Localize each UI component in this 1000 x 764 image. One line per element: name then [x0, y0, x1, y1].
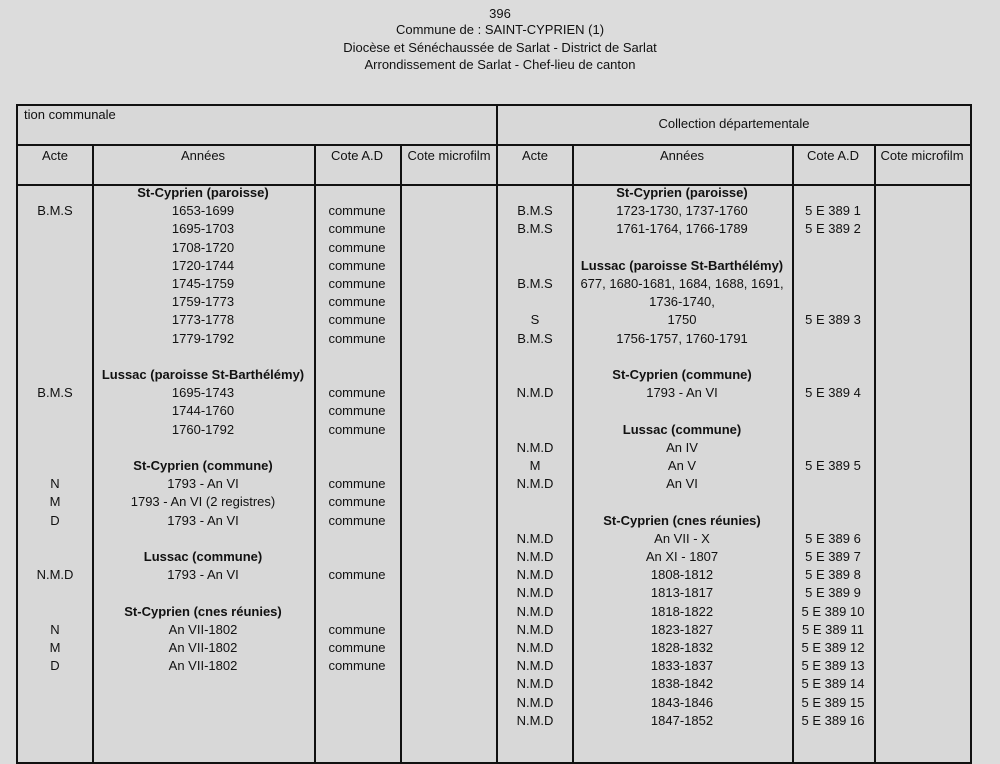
row-cote-ad: 5 E 389 7	[805, 549, 861, 564]
row-acte: N.M.D	[516, 621, 554, 637]
row-cote-ad: commune	[328, 203, 386, 219]
row-cote-ad: commune	[328, 476, 386, 492]
row-heading: Lussac (commune)	[143, 549, 263, 564]
row-annees: 1808-1812	[650, 567, 714, 583]
row-cote-ad: commune	[328, 421, 386, 437]
row-annees: 1833-1837	[650, 658, 714, 674]
row-cote-ad: 5 E 389 1	[805, 203, 861, 219]
row-acte: M	[49, 494, 61, 510]
row-cote-ad: commune	[328, 658, 386, 674]
row-cote-ad: 5 E 389 16	[801, 712, 865, 728]
row-heading: Lussac (paroisse St-Barthélémy)	[580, 257, 784, 273]
row-acte: N.M.D	[516, 712, 554, 728]
row-cote-ad: 5 E 389 15	[801, 694, 865, 710]
row-acte: B.M.S	[517, 276, 553, 291]
row-acte: N.M.D	[516, 640, 554, 655]
row-cote-ad: commune	[328, 512, 386, 528]
col-header-annees: Années	[92, 146, 314, 186]
row-cote-ad: 5 E 389 3	[805, 312, 861, 328]
diocese-line: Diocèse et Sénéchaussée de Sarlat - District de Sarlat	[343, 40, 657, 55]
row-acte: N.M.D	[36, 567, 74, 583]
commune-title: Commune de : SAINT-CYPRIEN (1)	[395, 22, 605, 37]
row-annees: An XI - 1807	[645, 549, 719, 564]
row-annees: 1793 - An VI	[167, 567, 239, 583]
row-annees: 1736-1740,	[649, 294, 715, 310]
row-acte: B.M.S	[517, 221, 553, 237]
row-annees: An VII - X	[654, 530, 710, 546]
row-annees: An V	[667, 458, 697, 473]
row-acte: B.M.S	[517, 203, 553, 219]
row-cote-ad: 5 E 389 6	[805, 530, 861, 546]
row-annees: 1720-1744	[171, 257, 235, 273]
row-acte: M	[529, 458, 541, 473]
col-header-acte: Acte	[498, 146, 572, 186]
row-cote-ad: 5 E 389 10	[801, 603, 865, 619]
row-cote-ad: commune	[328, 385, 386, 401]
row-annees: 1695-1703	[171, 221, 235, 237]
row-acte: N	[50, 476, 60, 492]
row-heading: St-Cyprien (cnes réunies)	[603, 512, 761, 528]
col-header-annees: Années	[572, 146, 792, 186]
row-acte: N.M.D	[516, 476, 554, 492]
row-acte: N.M.D	[516, 676, 554, 692]
row-annees: 677, 1680-1681, 1684, 1688, 1691,	[580, 276, 784, 291]
departmental-section-title: Collection départementale	[498, 106, 970, 146]
col-header-cote-microfilm: Cote microfilm	[400, 146, 498, 186]
row-cote-ad: commune	[328, 312, 386, 328]
row-annees: 1759-1773	[171, 294, 235, 310]
row-cote-ad: commune	[328, 239, 386, 255]
row-acte: N	[50, 621, 60, 637]
row-annees: 1823-1827	[650, 621, 714, 637]
row-cote-ad: commune	[328, 403, 386, 419]
row-annees: 1793 - An VI	[167, 476, 239, 492]
col-header-acte: Acte	[18, 146, 92, 186]
row-cote-ad: commune	[328, 621, 386, 637]
row-cote-ad: commune	[328, 330, 386, 346]
row-acte: N.M.D	[516, 530, 554, 546]
row-cote-ad: 5 E 389 12	[801, 640, 865, 655]
row-acte: N.M.D	[516, 603, 554, 619]
row-annees: 1838-1842	[650, 676, 714, 692]
row-acte: N.M.D	[516, 694, 554, 710]
row-annees: 1793 - An VI	[646, 385, 718, 401]
row-acte: N.M.D	[516, 658, 554, 674]
row-annees: 1756-1757, 1760-1791	[616, 330, 748, 346]
row-acte: N.M.D	[516, 385, 554, 401]
arrondissement-line: Arrondissement de Sarlat - Chef-lieu de canton	[364, 57, 636, 72]
row-cote-ad: commune	[328, 276, 386, 291]
departmental-collection-table	[496, 104, 972, 764]
communal-section-title: tion communale	[18, 106, 498, 146]
row-annees: An VII-1802	[168, 658, 238, 674]
row-cote-ad: 5 E 389 8	[805, 567, 861, 583]
row-cote-ad: commune	[328, 567, 386, 583]
row-acte: N.M.D	[516, 567, 554, 583]
row-cote-ad: commune	[328, 294, 386, 310]
row-heading: Lussac (commune)	[622, 421, 742, 437]
row-cote-ad: 5 E 389 11	[802, 621, 864, 637]
row-annees: 1793 - An VI	[167, 512, 239, 528]
row-acte: N.M.D	[516, 585, 554, 601]
row-annees: 1847-1852	[650, 712, 714, 728]
row-annees: 1773-1778	[171, 312, 235, 328]
row-annees: 1744-1760	[171, 403, 235, 419]
row-heading: St-Cyprien (paroisse)	[137, 185, 269, 200]
row-annees: 1779-1792	[171, 330, 235, 346]
row-cote-ad: commune	[328, 640, 386, 655]
row-heading: Lussac (paroisse St-Barthélémy)	[101, 367, 305, 382]
row-acte: N.M.D	[516, 439, 554, 455]
page-number: 396	[489, 6, 511, 21]
row-annees: 1695-1743	[171, 385, 235, 401]
row-heading: St-Cyprien (commune)	[612, 367, 752, 382]
row-annees: 1745-1759	[171, 276, 235, 291]
row-acte: D	[50, 658, 60, 674]
row-annees: An VII-1802	[168, 640, 238, 655]
row-annees: 1750	[667, 312, 697, 328]
row-annees: 1818-1822	[650, 603, 714, 619]
col-header-cote-ad: Cote A.D	[314, 146, 400, 186]
row-heading: St-Cyprien (cnes réunies)	[124, 603, 282, 619]
row-annees: 1843-1846	[650, 694, 714, 710]
row-cote-ad: 5 E 389 13	[801, 658, 865, 674]
row-cote-ad: commune	[328, 257, 386, 273]
row-annees: 1793 - An VI (2 registres)	[130, 494, 276, 510]
row-annees: 1761-1764, 1766-1789	[616, 221, 748, 237]
communal-collection-table	[16, 104, 500, 764]
row-acte: M	[49, 640, 61, 655]
row-annees: 1813-1817	[650, 585, 714, 601]
row-cote-ad: 5 E 389 9	[805, 585, 861, 601]
row-annees: 1653-1699	[171, 203, 235, 219]
row-cote-ad: commune	[328, 221, 386, 237]
row-annees: 1760-1792	[171, 421, 235, 437]
row-annees: An VII-1802	[168, 621, 238, 637]
row-annees: An IV	[666, 439, 698, 455]
row-annees: An VI	[666, 476, 698, 492]
row-heading: St-Cyprien (commune)	[133, 458, 273, 473]
row-acte: B.M.S	[37, 385, 73, 401]
row-acte: D	[50, 512, 60, 528]
row-cote-ad: 5 E 389 5	[805, 458, 861, 473]
row-acte: B.M.S	[517, 330, 553, 346]
row-acte: S	[530, 312, 540, 328]
col-header-cote-microfilm: Cote microfilm	[874, 146, 970, 186]
col-header-cote-ad: Cote A.D	[792, 146, 874, 186]
row-acte: N.M.D	[516, 549, 554, 564]
row-cote-ad: commune	[328, 494, 386, 510]
row-cote-ad: 5 E 389 14	[801, 676, 865, 692]
row-annees: 1723-1730, 1737-1760	[616, 203, 748, 219]
row-cote-ad: 5 E 389 4	[805, 385, 861, 401]
row-heading: St-Cyprien (paroisse)	[616, 185, 748, 200]
row-cote-ad: 5 E 389 2	[805, 221, 861, 237]
row-annees: 1708-1720	[171, 239, 235, 255]
row-annees: 1828-1832	[650, 640, 714, 655]
row-acte: B.M.S	[37, 203, 73, 219]
